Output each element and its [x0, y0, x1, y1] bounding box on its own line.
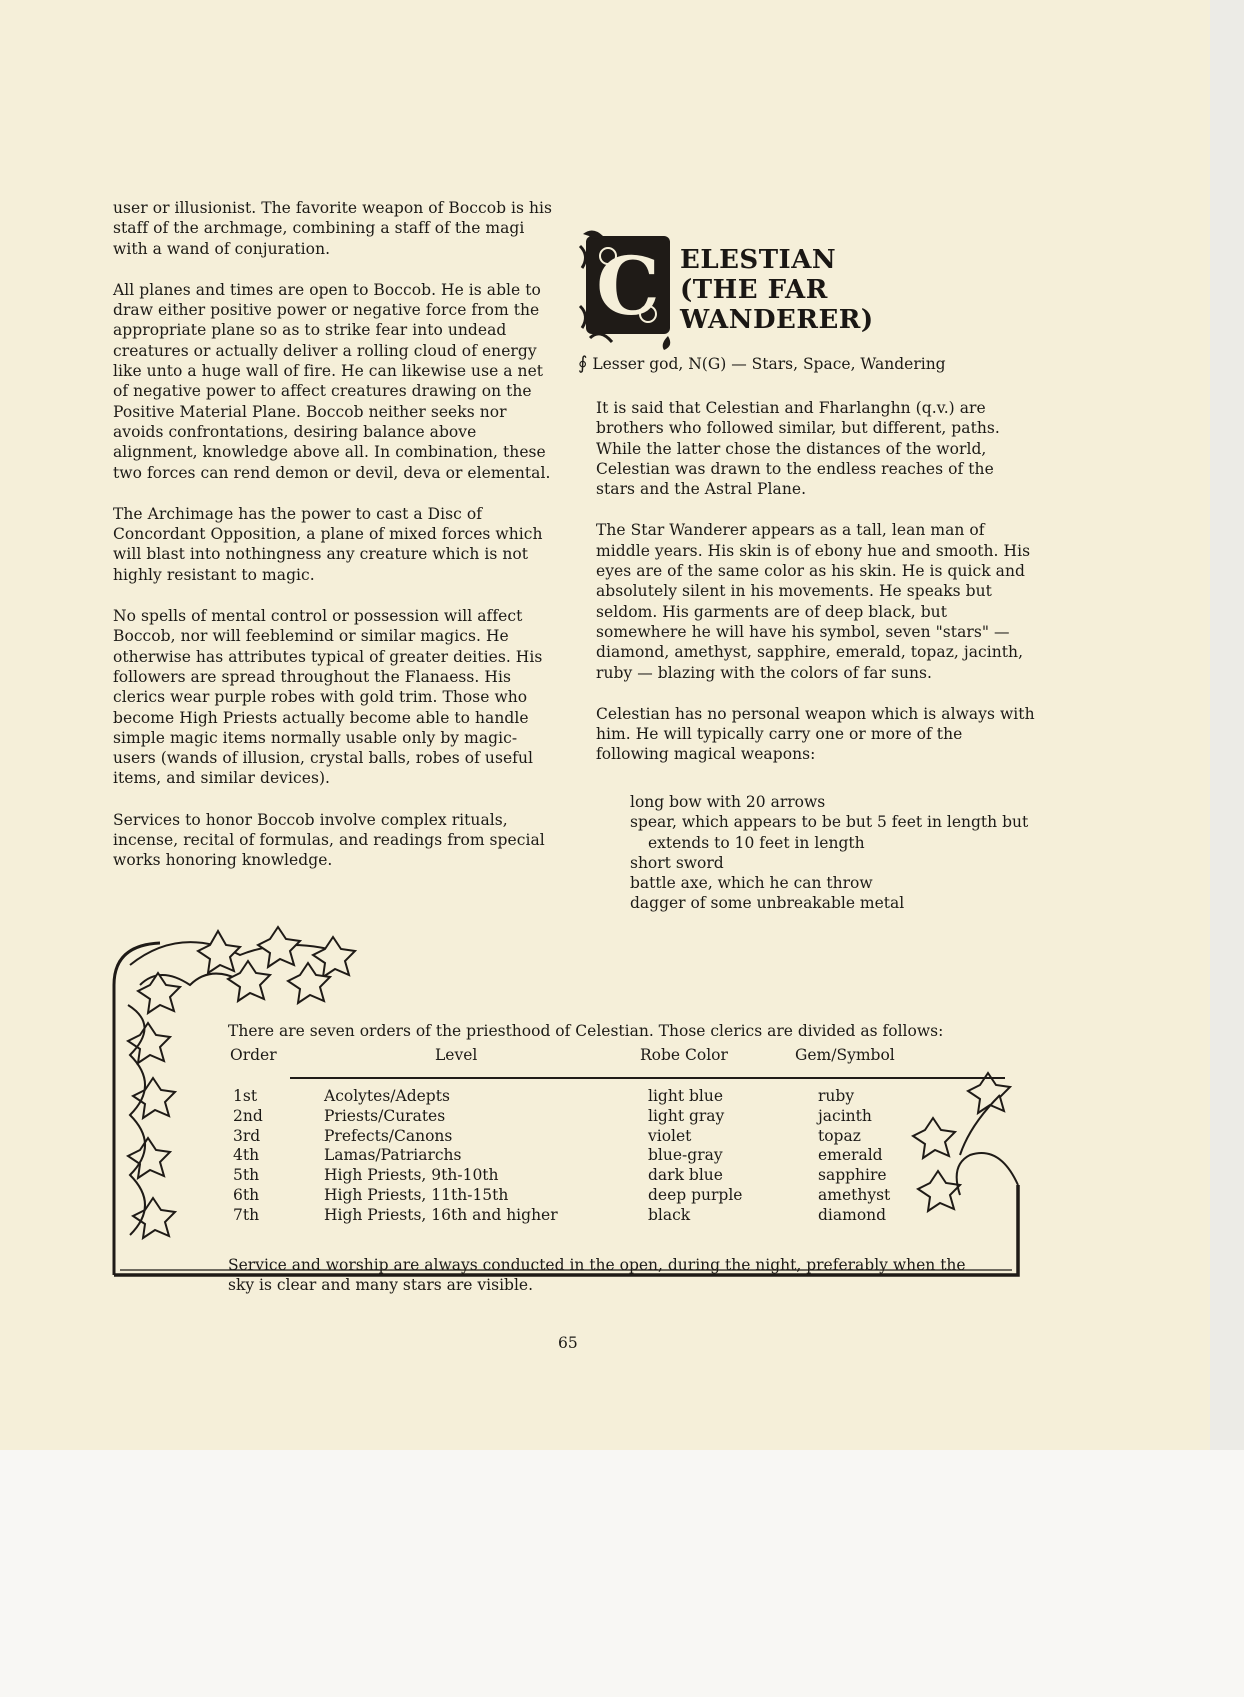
column-header: Order: [230, 1046, 277, 1064]
table-cell: light gray: [648, 1106, 725, 1125]
list-item: spear, which appears to be but 5 feet in length but: [630, 813, 1029, 832]
list-item: extends to 10 feet in length: [648, 833, 865, 852]
title-line: WANDERER): [680, 305, 874, 335]
page-number: 65: [558, 1334, 578, 1352]
subhead-text: Lesser god, N(G) — Stars, Space, Wandering: [592, 355, 946, 373]
table-column-level: [324, 1087, 558, 1226]
paragraph: user or illusionist. The favorite weapon of Boccob is his staff of the archmage, combining a staff of the magi with a wand of conjuration.: [113, 199, 553, 258]
list-item: battle axe, which he can throw: [630, 874, 873, 893]
table-cell: 2nd: [233, 1106, 263, 1125]
table-cell: jacinth: [818, 1106, 872, 1125]
table-column-order: [233, 1087, 263, 1226]
table-cell: 1st: [233, 1087, 258, 1105]
table-column-robe: [648, 1087, 742, 1226]
table-cell: 5th: [233, 1166, 260, 1185]
table-cell: Lamas/Patriarchs: [324, 1146, 462, 1165]
table-cell: Priests/Curates: [324, 1106, 446, 1125]
list-item: dagger of some unbreakable metal: [630, 894, 905, 913]
column-header: Gem/Symbol: [795, 1046, 895, 1064]
paragraph: The Star Wanderer appears as a tall, lean man of middle years. His skin is of ebony hue and smooth. His eyes are of the same color as his skin. He is quick and absolutely silent in his movements. He speaks but seldom. His garments are of deep black, but somewhere he will have his symbol, seven "stars" — diamond, amethyst, sapphire, emerald, topaz, jacinth, ruby — blazing with the colors of far suns.: [596, 521, 1031, 682]
title-line: ELESTIAN: [680, 245, 837, 275]
scan-bottom-margin: [0, 1450, 1244, 1697]
curl-ornament-icon: ∮: [578, 353, 588, 374]
table-cell: Prefects/Canons: [324, 1126, 453, 1145]
table-cell: High Priests, 16th and higher: [324, 1205, 558, 1224]
table-cell: topaz: [818, 1126, 861, 1145]
table-cell: 3rd: [233, 1126, 261, 1145]
table-column-gem: [818, 1087, 890, 1226]
table-cell: emerald: [818, 1146, 883, 1165]
table-cell: violet: [648, 1126, 692, 1145]
column-header: Robe Color: [640, 1046, 728, 1064]
deity-subhead: [578, 353, 946, 374]
title-line: (THE FAR: [680, 275, 828, 305]
scan-edge: [1210, 0, 1244, 1697]
drop-cap-letter: C: [596, 239, 660, 333]
column-header: Level: [435, 1046, 478, 1064]
left-column: [113, 198, 553, 892]
table-cell: sapphire: [818, 1166, 887, 1185]
weapon-list: [630, 792, 1050, 914]
table-cell: amethyst: [818, 1185, 891, 1204]
paragraph: It is said that Celestian and Fharlanghn (q.v.) are brothers who followed similar, but different, paths. While the latter chose the distances of the world, Celestian was drawn to the endless reaches of the stars and the Astral Plane.: [596, 399, 1000, 499]
table-cell: ruby: [818, 1087, 855, 1105]
table-cell: High Priests, 11th-15th: [324, 1185, 509, 1204]
paragraph: Services to honor Boccob involve complex rituals, incense, recital of formulas, and readings from special works honoring knowledge.: [113, 810, 545, 870]
table-cell: dark blue: [648, 1166, 723, 1185]
paragraph: The Archimage has the power to cast a Disc of Concordant Opposition, a plane of mixed forces which will blast into nothingness any creature which is not highly resistant to magic.: [113, 504, 543, 584]
right-column: [596, 398, 1036, 786]
list-item: short sword: [630, 853, 724, 872]
table-cell: blue-gray: [648, 1146, 723, 1165]
table-cell: deep purple: [648, 1185, 743, 1204]
drop-cap-ornament: [578, 226, 678, 354]
priesthood-intro: There are seven orders of the priesthood of Celestian. Those clerics are divided as follows:: [228, 1022, 944, 1040]
table-cell: 4th: [233, 1146, 260, 1165]
page-title: [680, 245, 874, 335]
table-cell: black: [648, 1205, 691, 1224]
paragraph: Celestian has no personal weapon which is always with him. He will typically carry one or more of the following magical weapons:: [596, 704, 1035, 764]
table-cell: High Priests, 9th-10th: [324, 1166, 499, 1185]
table-cell: Acolytes/Adepts: [324, 1087, 450, 1105]
table-cell: light blue: [648, 1087, 724, 1105]
paragraph: All planes and times are open to Boccob. He is able to draw either positive power or negative force from the appropriate plane so as to strike fear into undead creatures or actually deliver a rolling cloud of energy like unto a huge wall of fire. He can likewise use a net of negative power to affect creatures drawing on the Positive Material Plane. Boccob neither seeks nor avoids confrontations, desiring balance above alignment, knowledge above all. In combination, these two forces can rend demon or devil, deva or elemental.: [113, 280, 551, 482]
table-cell: 7th: [233, 1205, 260, 1224]
worship-note: Service and worship are always conducted in the open, during the night, preferably when the sky is clear and many stars are visible.: [228, 1256, 966, 1295]
paragraph: No spells of mental control or possession will affect Boccob, nor will feeblemind or similar magics. He otherwise has attributes typical of greater deities. His followers are spread throughout the Flanaess. His clerics wear purple robes with gold trim. Those who become High Priests actually become able to handle simple magic items normally usable only by magic-users (wands of illusion, crystal balls, robes of useful items, and similar devices).: [113, 607, 543, 788]
table-cell: 6th: [233, 1185, 260, 1204]
table-cell: diamond: [818, 1205, 887, 1224]
list-item: long bow with 20 arrows: [630, 793, 826, 811]
